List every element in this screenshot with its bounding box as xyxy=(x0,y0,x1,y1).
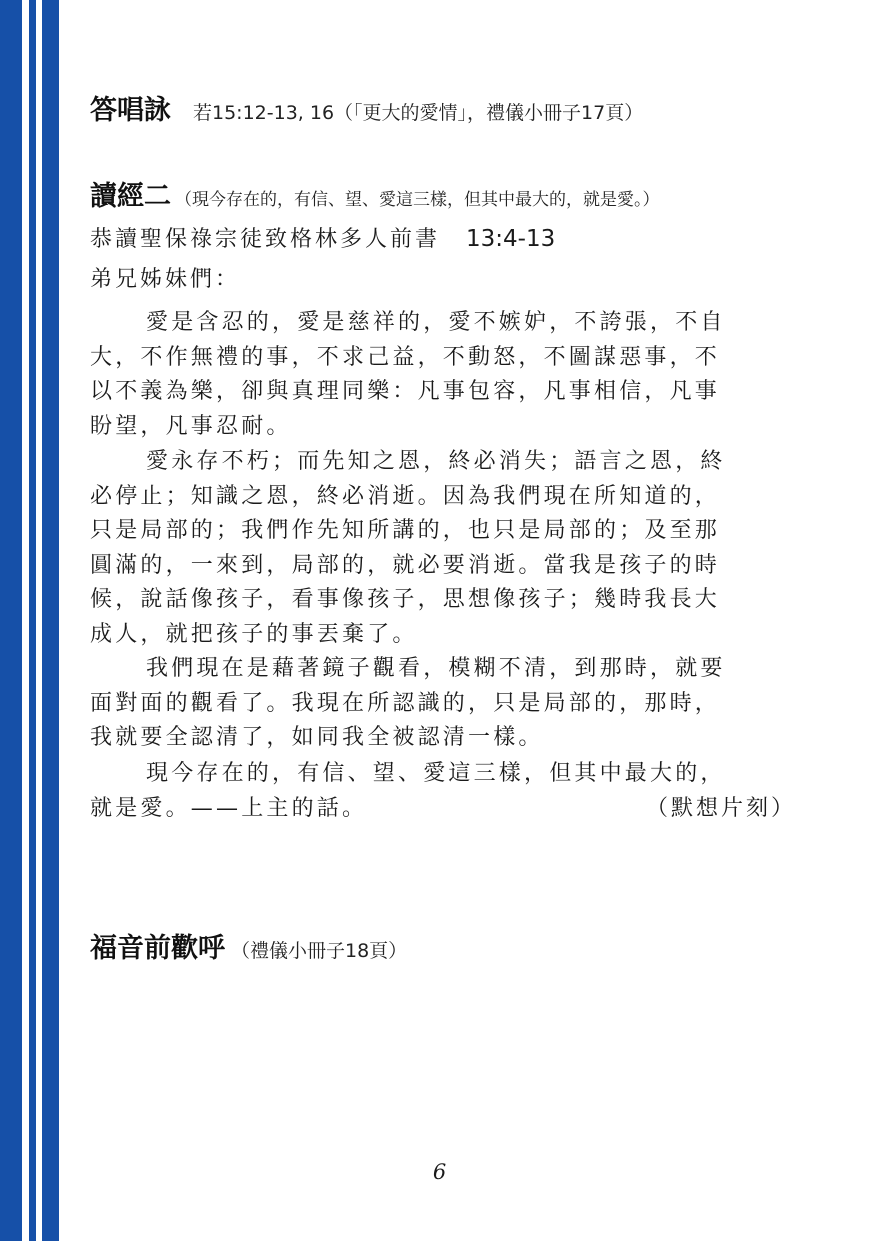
second-reading-header xyxy=(90,174,660,213)
meditation-pause-note: （默想片刻） xyxy=(645,795,796,821)
gospel-acclamation-note: （禮儀小冊子18頁） xyxy=(231,940,408,962)
left-stripe-medium xyxy=(42,0,59,1241)
second-reading-note: （現今存在的，有信、望、愛這三樣，但其中最大的，就是愛。） xyxy=(175,190,660,210)
reading-paragraph-2 xyxy=(90,445,790,652)
reading-conclusion: 就是愛。——上主的話。 xyxy=(90,795,368,821)
reading-reference: 13:4-13 xyxy=(466,226,556,252)
reading-line: 大，不作無禮的事，不求己益，不動怒，不圖謀惡事，不 xyxy=(90,344,721,370)
reading-line: 只是局部的；我們作先知所講的，也只是局部的；及至那 xyxy=(90,518,721,543)
reading-line: 現今存在的，有信、望、愛這三樣，但其中最大的， xyxy=(146,761,726,786)
reading-line: 成人，就把孩子的事丟棄了。 xyxy=(90,621,418,647)
responsorial-psalm-note: 若15:12-13, 16（「更大的愛情」，禮儀小冊子17頁） xyxy=(193,102,644,124)
responsorial-psalm-header xyxy=(90,88,643,127)
left-stripe-thin xyxy=(29,0,36,1241)
reading-book: 恭讀聖保祿宗徒致格林多人前書 xyxy=(90,227,441,252)
reading-source xyxy=(90,222,555,253)
gospel-acclamation-header xyxy=(90,926,407,965)
reading-greeting: 弟兄姊妹們： xyxy=(90,267,241,292)
reading-line: 我就要全認清了，如同我全被認清一樣。 xyxy=(90,725,544,750)
reading-paragraph-1 xyxy=(90,306,790,444)
reading-line: 候，說話像孩子，看事像孩子，思想像孩子；幾時我長大 xyxy=(90,587,721,612)
reading-line xyxy=(90,792,796,827)
reading-line: 以不義為樂，卻與真理同樂：凡事包容，凡事相信，凡事 xyxy=(90,379,721,404)
responsorial-psalm-title: 答唱詠 xyxy=(90,95,171,126)
reading-line: 愛永存不朽；而先知之恩，終必消失；語言之恩，終 xyxy=(146,449,726,474)
reading-line: 盼望，凡事忍耐。 xyxy=(90,413,292,439)
reading-paragraph-4 xyxy=(90,757,796,826)
gospel-acclamation-title: 福音前歡呼 xyxy=(90,933,225,964)
second-reading-title: 讀經二 xyxy=(90,181,171,212)
reading-line: 面對面的觀看了。我現在所認識的，只是局部的，那時， xyxy=(90,690,721,716)
reading-paragraph-3 xyxy=(90,652,790,756)
left-stripe-wide xyxy=(0,0,22,1241)
reading-line: 愛是含忍的，愛是慈祥的，愛不嫉妒，不誇張，不自 xyxy=(146,310,726,335)
reading-line: 圓滿的，一來到，局部的，就必要消逝。當我是孩子的時 xyxy=(90,552,721,578)
page-number: 6 xyxy=(432,1160,447,1184)
reading-line: 必停止；知識之恩，終必消逝。因為我們現在所知道的， xyxy=(90,483,721,509)
reading-line: 我們現在是藉著鏡子觀看，模糊不清，到那時，就要 xyxy=(146,656,726,681)
